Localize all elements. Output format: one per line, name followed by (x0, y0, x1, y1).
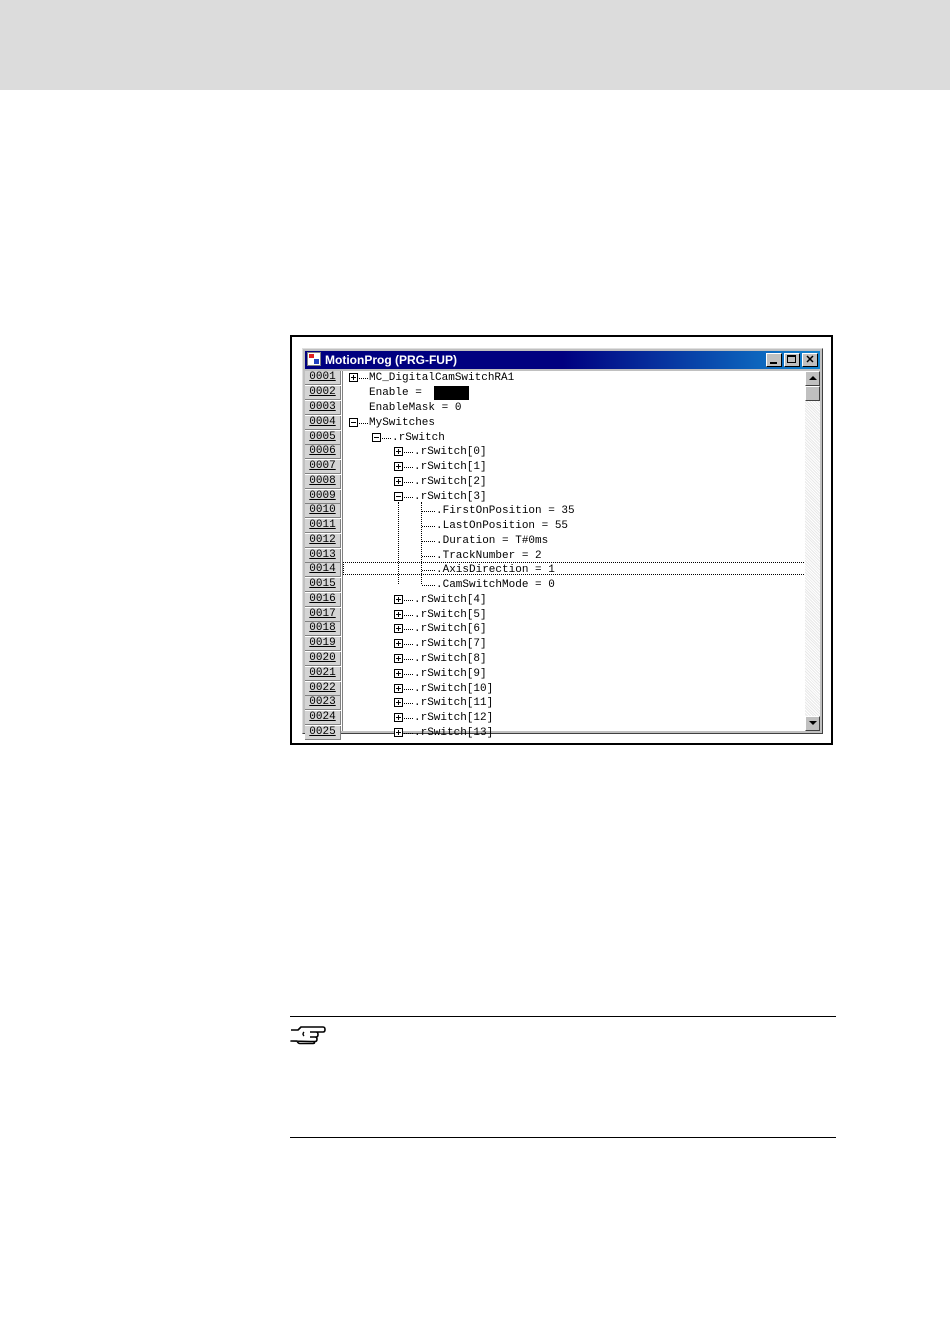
header-band (0, 0, 950, 90)
tree-row[interactable] (343, 622, 805, 637)
tree-row-text: .rSwitch[10] (414, 683, 494, 695)
tree-connector (404, 674, 413, 675)
line-number[interactable]: 0007 (305, 460, 341, 474)
tree-connector (404, 497, 413, 498)
tree-connector (404, 629, 413, 630)
line-number[interactable]: 0024 (305, 711, 341, 725)
tree-row[interactable] (343, 667, 805, 682)
window-title: MotionProg (PRG-FUP) (325, 353, 457, 367)
scroll-down-button[interactable] (805, 716, 820, 731)
maximize-button[interactable] (784, 353, 800, 367)
minimize-button[interactable] (766, 353, 782, 367)
expand-icon[interactable] (394, 447, 403, 456)
tree-connector (422, 541, 435, 542)
tree-row-text: .LastOnPosition = 55 (436, 520, 569, 532)
collapse-icon[interactable] (394, 492, 403, 501)
tree-connector (422, 556, 435, 557)
tree-connector (422, 570, 435, 571)
tree-row[interactable] (343, 371, 805, 386)
close-icon: ✕ (805, 354, 815, 366)
expand-icon[interactable] (394, 654, 403, 663)
title-bar[interactable] (305, 351, 820, 369)
tree-connector (359, 378, 368, 379)
expand-icon[interactable] (394, 728, 403, 737)
line-number[interactable]: 0018 (305, 622, 341, 636)
collapse-icon[interactable] (372, 433, 381, 442)
arrow-up-icon (809, 376, 817, 380)
tree-row[interactable] (343, 637, 805, 652)
tree-row-text: .Duration = T#0ms (436, 535, 549, 547)
tree-row-text: .rSwitch[6] (414, 623, 487, 635)
tree-row[interactable] (343, 608, 805, 623)
tree-row[interactable] (343, 726, 805, 741)
expand-icon[interactable] (394, 462, 403, 471)
tree-row-text: .rSwitch[2] (414, 476, 487, 488)
expand-icon[interactable] (394, 698, 403, 707)
line-number[interactable]: 0017 (305, 608, 341, 622)
minimize-icon (770, 362, 777, 364)
tree-row[interactable] (343, 652, 805, 667)
tree-row-text: .rSwitch[12] (414, 712, 494, 724)
tree-row[interactable] (343, 416, 805, 431)
expand-icon[interactable] (394, 669, 403, 678)
tree-row-text: .CamSwitchMode = 0 (436, 579, 555, 591)
line-number[interactable]: 0015 (305, 578, 341, 592)
note-bottom-rule (290, 1137, 836, 1138)
tree-row[interactable] (343, 445, 805, 460)
tree-connector (404, 644, 413, 645)
screenshot-figure (290, 335, 833, 745)
line-number[interactable]: 0020 (305, 652, 341, 666)
tree-row[interactable] (343, 401, 805, 416)
line-number[interactable]: 0011 (305, 519, 341, 533)
line-number[interactable]: 0008 (305, 475, 341, 489)
expand-icon[interactable] (394, 610, 403, 619)
variable-tree (343, 371, 805, 739)
line-number[interactable]: 0023 (305, 696, 341, 710)
line-number[interactable]: 0012 (305, 534, 341, 548)
scroll-up-button[interactable] (805, 371, 820, 386)
tree-row-text: .rSwitch[0] (414, 446, 487, 458)
line-number[interactable]: 0004 (305, 416, 341, 430)
line-number[interactable]: 0013 (305, 549, 341, 563)
motionprog-window (302, 348, 823, 739)
tree-connector (404, 600, 413, 601)
expand-icon[interactable] (394, 624, 403, 633)
line-number[interactable]: 0005 (305, 431, 341, 445)
pointing-hand-icon (290, 1022, 326, 1044)
tree-connector (422, 511, 435, 512)
expand-icon[interactable] (349, 373, 358, 382)
tree-row[interactable] (343, 431, 805, 446)
tree-row[interactable] (343, 504, 805, 519)
tree-row[interactable] (343, 490, 805, 505)
close-button[interactable] (802, 353, 818, 367)
tree-row-text: .rSwitch[13] (414, 727, 494, 739)
tree-connector (404, 689, 413, 690)
maximize-icon (787, 355, 796, 363)
expand-icon[interactable] (394, 595, 403, 604)
scroll-thumb[interactable] (805, 386, 820, 401)
tree-row[interactable] (343, 534, 805, 549)
line-number[interactable]: 0016 (305, 593, 341, 607)
tree-row[interactable] (343, 711, 805, 726)
tree-row-text: .rSwitch[4] (414, 594, 487, 606)
expand-icon[interactable] (394, 713, 403, 722)
line-number[interactable]: 0021 (305, 667, 341, 681)
tree-row[interactable] (343, 696, 805, 711)
tree-row-text: Enable = (369, 387, 429, 399)
tree-row[interactable] (343, 519, 805, 534)
tree-connector (422, 585, 435, 586)
app-icon[interactable] (307, 352, 321, 366)
tree-row-text: .rSwitch[8] (414, 653, 487, 665)
tree-connector (404, 467, 413, 468)
tree-row[interactable] (343, 593, 805, 608)
tree-row[interactable] (343, 682, 805, 697)
expand-icon[interactable] (394, 639, 403, 648)
line-number[interactable]: 0001 (305, 371, 341, 385)
tree-row-text: MC_DigitalCamSwitchRA1 (369, 372, 515, 384)
arrow-down-icon (809, 721, 817, 725)
line-number[interactable]: 0006 (305, 445, 341, 459)
expand-icon[interactable] (394, 477, 403, 486)
tree-connector (404, 718, 413, 719)
tree-connector (404, 482, 413, 483)
tree-row-text: .rSwitch[9] (414, 668, 487, 680)
line-number[interactable]: 0010 (305, 504, 341, 518)
tree-connector (404, 733, 413, 734)
line-number-gutter (305, 371, 342, 738)
tree-connector (382, 438, 391, 439)
line-number[interactable]: 0022 (305, 682, 341, 696)
line-number[interactable]: 0009 (305, 490, 341, 504)
tree-row-text: .rSwitch[7] (414, 638, 487, 650)
line-number[interactable]: 0003 (305, 401, 341, 415)
tree-row-text: .rSwitch[5] (414, 609, 487, 621)
tree-row-text: MySwitches (369, 417, 436, 429)
note-top-rule (290, 1016, 836, 1017)
expand-icon[interactable] (394, 684, 403, 693)
tree-row[interactable] (343, 386, 805, 401)
line-number[interactable]: 0014 (305, 563, 341, 577)
tree-row-text: .TrackNumber = 2 (436, 550, 542, 562)
tree-row[interactable] (343, 563, 805, 578)
tree-row-text: .rSwitch (392, 432, 445, 444)
tree-row[interactable] (343, 475, 805, 490)
tree-connector (404, 659, 413, 660)
tree-row-text: .FirstOnPosition = 35 (436, 505, 575, 517)
enable-value[interactable]: FALSE (435, 387, 469, 399)
tree-connector (359, 423, 368, 424)
editor-area[interactable] (305, 371, 820, 739)
tree-row-text: .rSwitch[11] (414, 697, 494, 709)
tree-row[interactable] (343, 460, 805, 475)
tree-row[interactable] (343, 549, 805, 564)
tree-row[interactable] (343, 578, 805, 593)
tree-row-text: .rSwitch[1] (414, 461, 487, 473)
line-number[interactable]: 0019 (305, 637, 341, 651)
collapse-icon[interactable] (349, 418, 358, 427)
line-number[interactable]: 0025 (305, 726, 341, 740)
tree-row-text: .AxisDirection = 1 (436, 564, 555, 576)
line-number[interactable]: 0002 (305, 386, 341, 400)
tree-connector (422, 526, 435, 527)
vertical-scrollbar[interactable] (805, 371, 820, 731)
tree-connector (404, 452, 413, 453)
tree-connector (404, 703, 413, 704)
tree-row-text: .rSwitch[3] (414, 491, 487, 503)
tree-connector (404, 615, 413, 616)
tree-row-text: EnableMask = 0 (369, 402, 462, 414)
